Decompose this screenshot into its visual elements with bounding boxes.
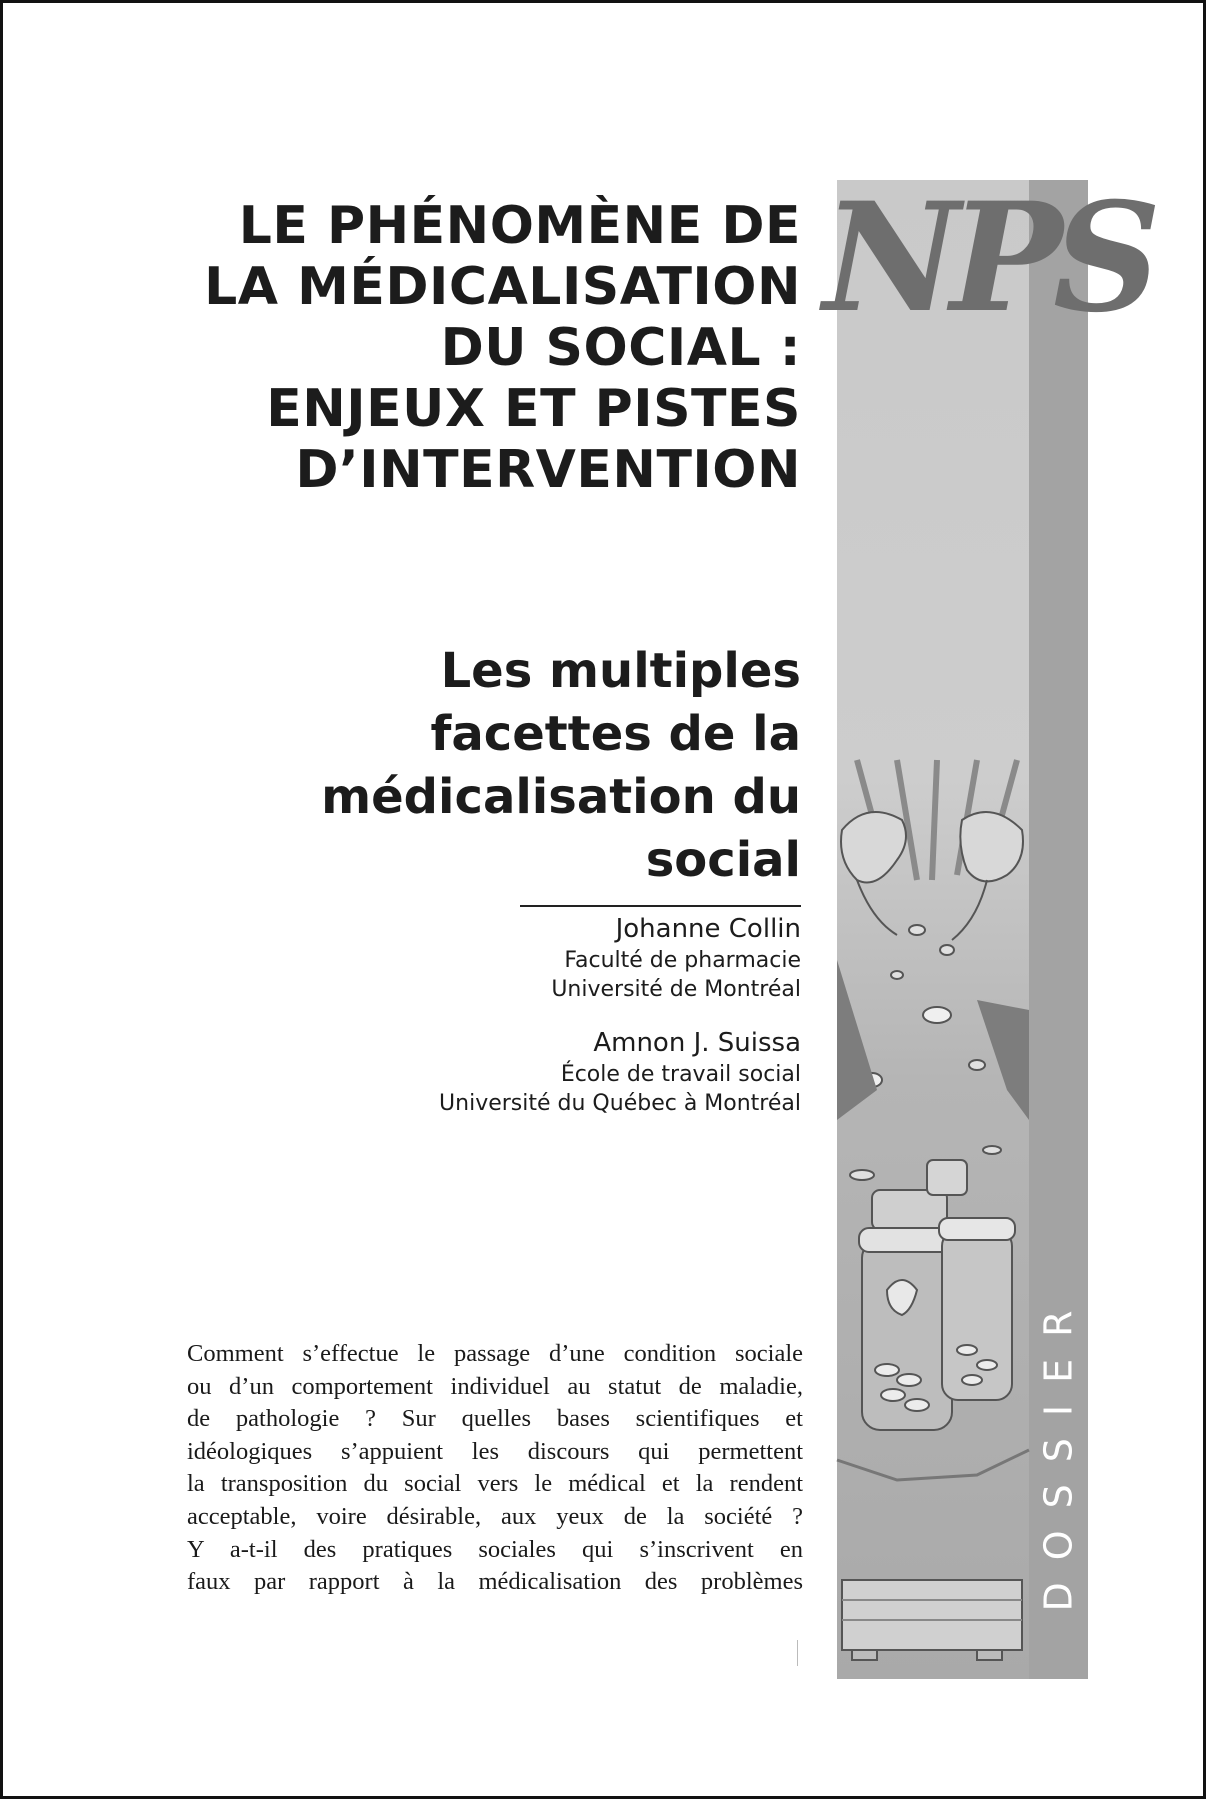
author-affiliation: École de travail social [560,1062,801,1087]
article-title-line: Les multiples [440,643,801,699]
author-affiliation: Université de Montréal [551,977,801,1002]
section-label [1030,1240,1088,1660]
abstract [187,1338,803,1599]
abstract-line: Y a-t-il des pratiques sociales qui s’inscrivent en [187,1535,803,1563]
author-2 [301,1026,801,1118]
article-title-line: facettes de la [430,706,801,762]
dossier-title-line: LA MÉDICALISATION [204,257,801,317]
abstract-line: la transposition du social vers le médical et la rendent [187,1470,803,1498]
article-title-line: social [645,832,801,888]
article-title-line: médicalisation du [321,769,801,825]
margin-mark [797,1640,798,1666]
article-title [201,640,801,892]
section-label-text: DOSSIER [1037,1288,1082,1612]
nps-logo-text: NPS [823,170,1152,346]
author-name: Johanne Collin [615,914,801,944]
dossier-title-line: LE PHÉNOMÈNE DE [238,196,801,256]
abstract-line: de pathologie ? Sur quelles bases scientifiques et [187,1405,803,1433]
title-divider [520,905,801,907]
abstract-line: idéologiques s’appuient les discours qui permettent [187,1437,803,1465]
dossier-title-line: ENJEUX ET PISTES [266,379,801,439]
medication-illustration [837,760,1029,1679]
dossier-title-line: DU SOCIAL : [440,318,801,378]
dossier-title-line: D’INTERVENTION [295,440,801,500]
abstract-line: ou d’un comportement individuel au statut de maladie, [187,1372,803,1400]
author-1 [301,912,801,1004]
abstract-line: Comment s’effectue le passage d’une condition sociale [187,1340,803,1367]
author-affiliation: Faculté de pharmacie [564,948,801,973]
dossier-title [101,196,801,501]
nps-logo [818,160,1152,370]
abstract-line: faux par rapport à la médicalisation des problèmes [187,1568,803,1596]
author-affiliation: Université du Québec à Montréal [439,1091,801,1116]
author-name: Amnon J. Suissa [593,1028,801,1058]
abstract-line: acceptable, voire désirable, aux yeux de la société ? [187,1502,803,1530]
